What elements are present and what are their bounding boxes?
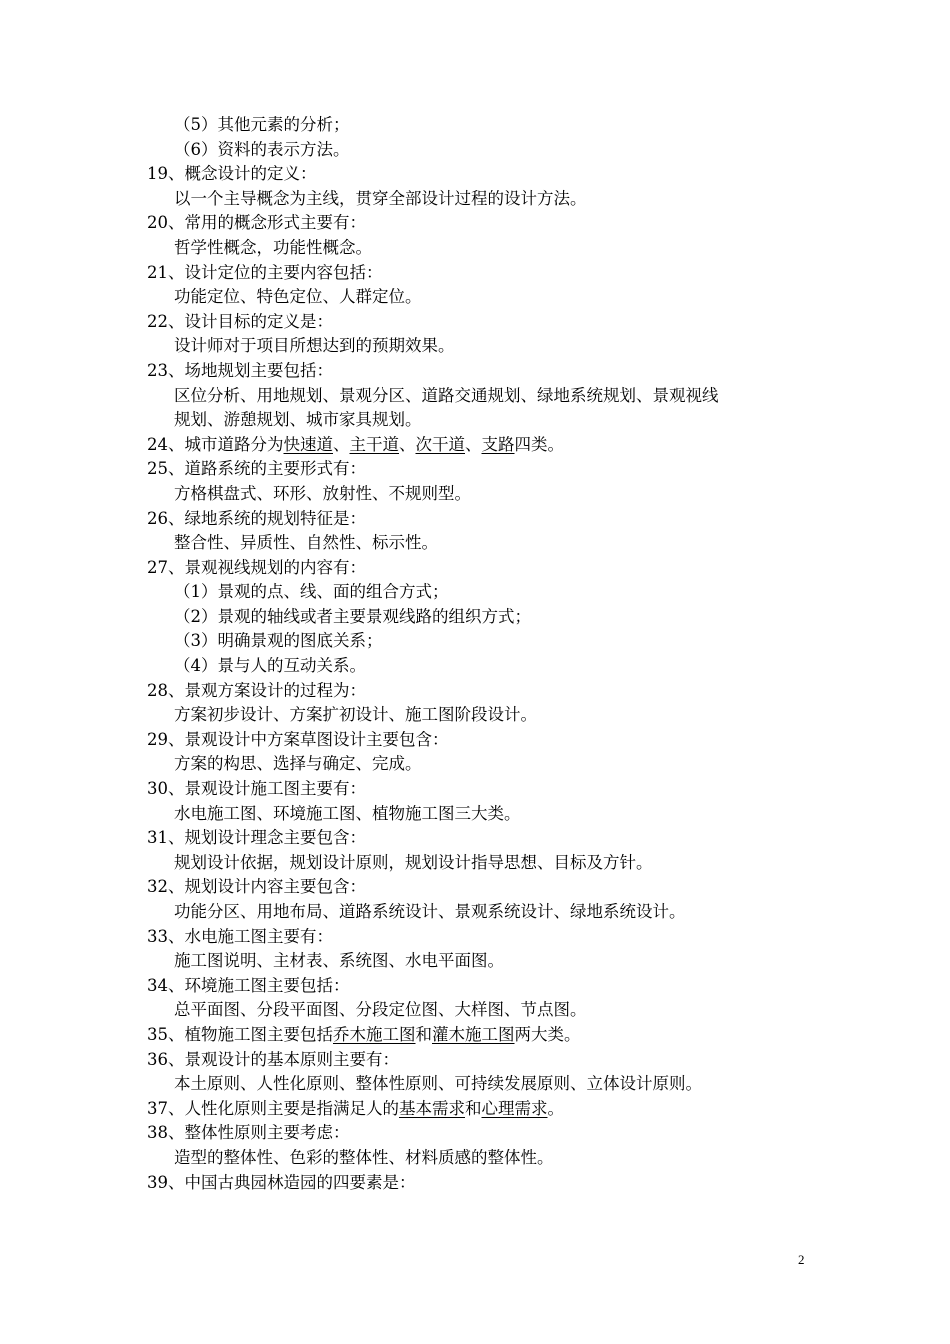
sub-item-line: （2）景观的轴线或者主要景观线路的组织方式； [174, 606, 531, 626]
answer-line: 施工图说明、主材表、系统图、水电平面图。 [174, 951, 504, 971]
underlined-term: 心理需求 [481, 1098, 548, 1118]
question-line: 34、环境施工图主要包括： [147, 975, 350, 995]
answer-line: 哲学性概念，功能性概念。 [174, 237, 372, 257]
text-segment: 24、城市道路分为 [147, 434, 284, 454]
question-line: 25、道路系统的主要形式有： [147, 459, 366, 479]
question-line: 28、景观方案设计的过程为： [147, 680, 366, 700]
answer-line: 水电施工图、环境施工图、植物施工图三大类。 [174, 803, 521, 823]
sub-item-line: （5）其他元素的分析； [174, 115, 350, 134]
question-line: 20、常用的概念形式主要有： [147, 213, 366, 233]
question-line: 26、绿地系统的规划特征是： [147, 508, 366, 528]
text-segment: 37、人性化原则主要是指满足人的 [147, 1098, 399, 1118]
answer-line: 造型的整体性、色彩的整体性、材料质感的整体性。 [174, 1147, 554, 1167]
question-line: 39、中国古典园林造园的四要素是： [147, 1172, 416, 1192]
text-segment: 四类。 [514, 434, 564, 454]
underlined-term: 灌木施工图 [432, 1024, 515, 1044]
text-segment: 、 [399, 434, 416, 454]
question-line: 21、设计定位的主要内容包括： [147, 262, 383, 282]
answer-line: 功能定位、特色定位、人群定位。 [174, 287, 422, 307]
page-number: 2 [798, 1252, 805, 1267]
underlined-term: 主干道 [349, 434, 399, 454]
answer-line: 方案的构思、选择与确定、完成。 [174, 754, 422, 774]
answer-line: 功能分区、用地布局、道路系统设计、景观系统设计、绿地系统设计。 [174, 902, 686, 921]
text-segment: 。 [547, 1098, 564, 1118]
question-line: 36、景观设计的基本原则主要有： [147, 1049, 399, 1069]
document-body [147, 113, 827, 1195]
underlined-term: 次干道 [415, 434, 465, 454]
question-line: 29、景观设计中方案草图设计主要包含： [147, 729, 449, 749]
question-line [147, 1023, 827, 1048]
answer-line: 方格棋盘式、环形、放射性、不规则型。 [174, 483, 471, 503]
sub-item-line: （3）明确景观的图底关系； [174, 631, 383, 651]
question-line: 27、景观视线规划的内容有： [147, 557, 366, 577]
answer-line: 整合性、异质性、自然性、标示性。 [174, 533, 438, 553]
text-segment: 和 [465, 1098, 482, 1118]
question-line: 31、规划设计理念主要包含： [147, 828, 366, 848]
question-line [147, 1097, 827, 1122]
underlined-term: 乔木施工图 [333, 1024, 416, 1044]
answer-line: 以一个主导概念为主线，贯穿全部设计过程的设计方法。 [174, 188, 587, 208]
answer-line: 总平面图、分段平面图、分段定位图、大样图、节点图。 [174, 1000, 587, 1020]
sub-item-line: （4）景与人的互动关系。 [174, 656, 366, 676]
answer-line: 规划设计依据，规划设计原则，规划设计指导思想、目标及方针。 [174, 852, 653, 872]
answer-line: 区位分析、用地规划、景观分区、道路交通规划、绿地系统规划、景观视线 [174, 385, 719, 405]
answer-line: 本土原则、人性化原则、整体性原则、可持续发展原则、立体设计原则。 [174, 1074, 702, 1094]
question-line: 30、景观设计施工图主要有： [147, 779, 366, 799]
question-line: 19、概念设计的定义： [147, 164, 317, 184]
underlined-term: 支路 [481, 434, 515, 454]
text-segment: 两大类。 [514, 1024, 581, 1044]
question-line: 22、设计目标的定义是： [147, 311, 333, 331]
underlined-term: 快速道 [283, 434, 333, 454]
question-line: 38、整体性原则主要考虑： [147, 1123, 350, 1143]
question-line: 32、规划设计内容主要包含： [147, 877, 366, 897]
text-segment: 和 [415, 1024, 432, 1044]
text-segment: 、 [465, 434, 482, 454]
underlined-term: 基本需求 [399, 1098, 465, 1118]
question-line: 23、场地规划主要包括： [147, 360, 333, 380]
answer-line: 方案初步设计、方案扩初设计、施工图阶段设计。 [174, 705, 537, 725]
text-segment: 、 [333, 434, 350, 454]
text-segment: 35、植物施工图主要包括 [147, 1024, 333, 1044]
sub-item-line: （6）资料的表示方法。 [174, 139, 350, 159]
answer-line: 规划、游憩规划、城市家具规划。 [174, 410, 422, 430]
sub-item-line: （1）景观的点、线、面的组合方式； [174, 582, 449, 602]
answer-line: 设计师对于项目所想达到的预期效果。 [174, 336, 455, 356]
question-line [147, 433, 827, 458]
question-line: 33、水电施工图主要有： [147, 926, 333, 946]
